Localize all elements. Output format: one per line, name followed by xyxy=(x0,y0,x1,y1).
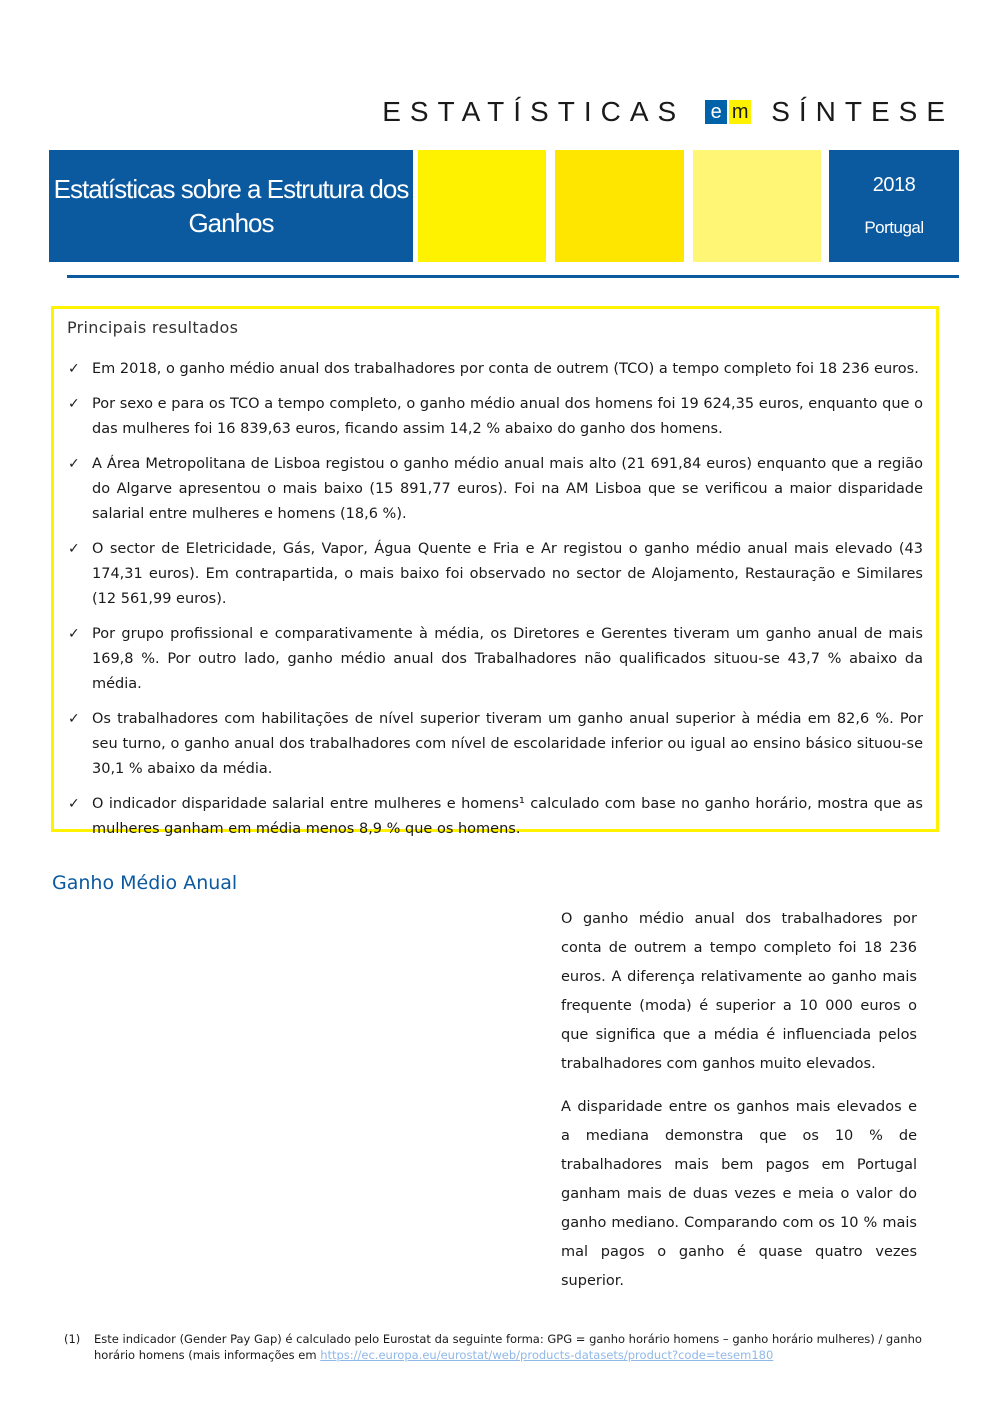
header-rule xyxy=(67,275,959,278)
banner-yellow-block-2 xyxy=(555,150,684,262)
paragraph: A disparidade entre os ganhos mais elevados e a mediana demonstra que os 10 % de trabalhadores mais bem pagos em Portugal ganham mais de duas vezes e meia o valor do ganho mediano. Comparando com os 10 % mais mal pagos o ganho é quase quatro vezes superior. xyxy=(561,1099,917,1289)
masthead xyxy=(382,96,954,128)
check-icon: ✓ xyxy=(68,361,80,377)
list-item-text: Em 2018, o ganho médio anual dos trabalhadores por conta de outrem (TCO) a tempo completo foi 18 236 euros. xyxy=(92,361,919,377)
eurostat-link[interactable]: https://ec.europa.eu/eurostat/web/products-datasets/product?code=tesem180 xyxy=(320,1348,774,1362)
footnote-text-wrapper xyxy=(94,1331,924,1363)
list-item-text: O indicador disparidade salarial entre mulheres e homens¹ calculado com base no ganho horário, mostra que as mulheres ganham em média menos 8,9 % que os homens. xyxy=(92,796,923,837)
check-icon: ✓ xyxy=(68,711,80,727)
list-item xyxy=(68,392,923,442)
key-results-box xyxy=(51,306,939,837)
check-icon: ✓ xyxy=(68,541,80,557)
list-item-text: O sector de Eletricidade, Gás, Vapor, Água Quente e Fria e Ar registou o ganho médio anual mais elevado (43 174,31 euros). Em contrapartida, o mais baixo foi observado no sector de Alojamento, Restauração e Similares (12 561,99 euros). xyxy=(92,541,923,607)
list-item xyxy=(68,537,923,612)
publication-year: 2018 xyxy=(872,174,916,196)
banner-year-block xyxy=(829,150,959,262)
section-body xyxy=(561,905,917,1310)
list-item xyxy=(68,622,923,697)
check-icon: ✓ xyxy=(68,396,80,412)
list-item xyxy=(68,452,923,527)
footnote-text: Este indicador (Gender Pay Gap) é calculado pelo Eurostat da seguinte forma: GPG = ganho horário homens – ganho horário mulheres) / ganho horário homens (mais informações em xyxy=(94,1332,922,1362)
key-results-list xyxy=(68,357,923,852)
section-title: Ganho Médio Anual xyxy=(52,872,238,894)
masthead-em-logo xyxy=(705,100,753,124)
list-item-text: Por sexo e para os TCO a tempo completo, o ganho médio anual dos homens foi 19 624,35 euros, enquanto que o das mulheres foi 16 839,63 euros, ficando assim 14,2 % abaixo do ganho dos homens. xyxy=(92,396,923,437)
list-item xyxy=(68,707,923,782)
list-item xyxy=(68,792,923,842)
banner-yellow-block-1 xyxy=(418,150,546,262)
masthead-right: SÍNTESE xyxy=(771,96,954,127)
list-item xyxy=(68,357,923,382)
masthead-left: ESTATÍSTICAS xyxy=(382,96,686,127)
list-item-text: Os trabalhadores com habilitações de nível superior tiveram um ganho anual superior à média em 82,6 %. Por seu turno, o ganho anual dos trabalhadores com nível de escolaridade inferior ou igual ao ensino básico situou-se 30,1 % abaixo da média. xyxy=(92,711,923,777)
check-icon: ✓ xyxy=(68,626,80,642)
em-e-box: e xyxy=(705,100,727,124)
check-icon: ✓ xyxy=(68,796,80,812)
title-banner xyxy=(49,150,959,262)
footnote xyxy=(64,1331,924,1363)
footnote-number: (1) xyxy=(64,1332,81,1346)
publication-title: Estatísticas sobre a Estrutura dos Ganhos xyxy=(53,174,409,238)
em-m-box: m xyxy=(729,100,751,124)
key-results-title: Principais resultados xyxy=(67,318,239,337)
list-item-text: A Área Metropolitana de Lisboa registou o ganho médio anual mais alto (21 691,84 euros) enquanto que a região do Algarve apresentou o mais baixo (15 891,77 euros). Foi na AM Lisboa que se verificou a maior disparidade salarial entre mulheres e homens (18,6 %). xyxy=(92,456,923,522)
banner-yellow-block-3 xyxy=(693,150,821,262)
list-item-text: Por grupo profissional e comparativamente à média, os Diretores e Gerentes tiveram um ganho anual de mais 169,8 %. Por outro lado, ganho médio anual dos Trabalhadores não qualificados situou-se 43,7 % abaixo da média. xyxy=(92,626,923,692)
check-icon: ✓ xyxy=(68,456,80,472)
paragraph: O ganho médio anual dos trabalhadores por conta de outrem a tempo completo foi 18 236 euros. A diferença relativamente ao ganho mais frequente (moda) é superior a 10 000 euros o que significa que a média é influenciada pelos trabalhadores com ganhos muito elevados. xyxy=(561,911,917,1072)
publication-country: Portugal xyxy=(864,218,924,237)
